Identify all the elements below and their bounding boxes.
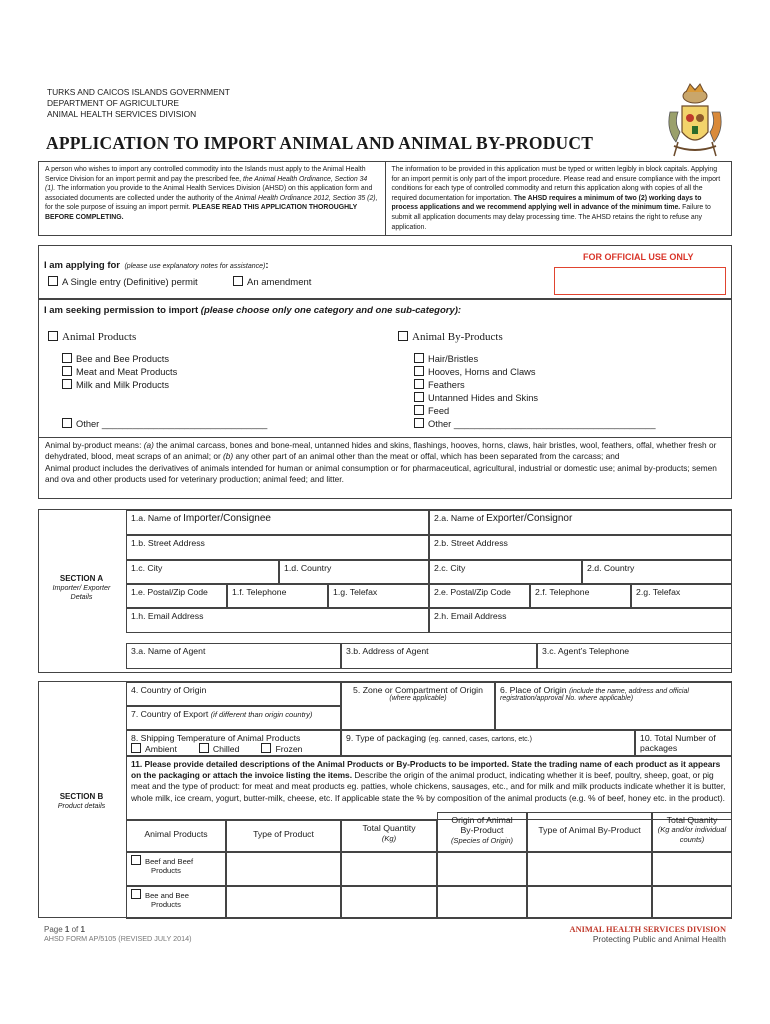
- total-quanity-cell[interactable]: [652, 886, 732, 919]
- checkbox-hides[interactable]: [414, 392, 424, 402]
- exporter-country-field[interactable]: 2.d. Country: [582, 560, 732, 584]
- section-a-subtitle-2: Details: [70, 592, 93, 601]
- checkbox-meat-products[interactable]: [62, 366, 72, 376]
- row-label: Products: [151, 866, 181, 875]
- intro-right-text-1: The information to be provided in this application must be typed or written legibly in block capitals. Applying for an import permit is only part of the import procedure. Please read and ensure compliance with the import conditions for each type of controlled commodity and return this application along with copies of all the required documentation for importation.: [391, 166, 721, 202]
- footer-left: [44, 925, 192, 943]
- definition-by-product: [45, 440, 725, 463]
- option-label: Chilled: [212, 744, 240, 754]
- field-label: 7. Country of Export: [131, 709, 209, 719]
- option-frozen[interactable]: [261, 743, 302, 754]
- seek-permission-heading: [44, 305, 461, 316]
- product-description-instructions: [126, 756, 732, 820]
- country-export-field[interactable]: [126, 706, 341, 730]
- products-subcategory-list: [62, 353, 177, 392]
- field-label: 1.a. Name of: [131, 513, 184, 523]
- section-b-title: SECTION B: [59, 792, 104, 801]
- header-note: (Species of Origin): [450, 836, 514, 845]
- field-label: Importer/Consignee: [183, 513, 271, 524]
- seek-permission-note: (please choose only one category and one sub-category):: [200, 305, 462, 316]
- checkbox-bee-products[interactable]: [62, 353, 72, 363]
- list-item[interactable]: [414, 392, 655, 405]
- subcategory-label: Feed: [428, 406, 450, 416]
- row-label: Beef and Beef: [145, 857, 194, 866]
- intro-left-bold: PLEASE READ THIS APPLICATION THOROUGHLY BEFORE COMPLETING.: [45, 204, 358, 221]
- products-other[interactable]: [62, 418, 267, 431]
- subcategory-label: Feathers: [428, 380, 465, 390]
- gov-line-3: ANIMAL HEALTH SERVICES DIVISION: [47, 109, 197, 119]
- subcategory-label: Other _______________________________________: [428, 419, 656, 429]
- section-b-label: [39, 792, 124, 810]
- definition-text: Animal by-product means:: [45, 440, 144, 450]
- intro-right-text-2: Failure to submit all application documents may delay processing time. The AHSD retains the right to refuse any application.: [391, 204, 711, 231]
- importer-city-field[interactable]: 1.c. City: [126, 560, 279, 584]
- importer-country-field[interactable]: 1.d. Country: [279, 560, 429, 584]
- category-animal-products[interactable]: [48, 331, 136, 343]
- applying-for-heading: [44, 255, 269, 273]
- temperature-options: [131, 743, 336, 754]
- option-amendment-label: An amendment: [247, 277, 312, 288]
- intro-left-text-3: for the sole purpose of issuing an import permit.: [45, 204, 191, 212]
- field-label: 6. Place of Origin: [500, 685, 567, 695]
- division-name: ANIMAL HEALTH SERVICES DIVISION: [569, 925, 726, 934]
- column-header-type-by-product: Type of Animal By-Product: [527, 812, 652, 852]
- definition-product: Animal product includes the derivatives of animals intended for human or animal consumption or for pharmaceutical, agricultural, industrial or domestic use; animal by-products; semen and ova and other products used for veterinary production; animal feed; and litter.: [45, 462, 717, 485]
- page-current: 1: [64, 925, 70, 934]
- checkbox-ambient[interactable]: [131, 743, 141, 753]
- exporter-name-field[interactable]: [429, 510, 732, 535]
- type-product-cell[interactable]: [226, 852, 341, 886]
- instructions-text: Describe the origin of the animal product, indicating whether it is beef, poultry, sheep, goat, or pig meat and the type of product: for meat and meat products eg. patties, whole chickens, sausages, etc., and for milk and milk products indicate whether it is butter, whole milk, ice cream, yogurt, butter-milk, cheese, etc. If applicable state the % by composition of the animal products (e.g. % of beef, honey etc. in the product).: [131, 770, 726, 803]
- checkbox-single-entry[interactable]: [48, 276, 58, 286]
- exporter-telephone-field[interactable]: 2.f. Telephone: [530, 584, 631, 608]
- option-ambient[interactable]: [131, 743, 177, 754]
- header-text: Total Quanity: [666, 815, 718, 825]
- importer-street-field[interactable]: 1.b. Street Address: [126, 535, 429, 560]
- gov-line-1: TURKS AND CAICOS ISLANDS GOVERNMENT: [47, 87, 230, 97]
- page-number: [44, 925, 192, 934]
- header-text: Total Quantity: [362, 823, 416, 833]
- total-quantity-cell[interactable]: [341, 886, 437, 919]
- packaging-type-field[interactable]: [341, 730, 635, 756]
- checkbox-feathers[interactable]: [414, 379, 424, 389]
- column-header-total-quanity: [652, 812, 732, 852]
- importer-postal-field[interactable]: 1.e. Postal/Zip Code: [126, 584, 227, 608]
- checkbox-hair[interactable]: [414, 353, 424, 363]
- column-header-type-product: Type of Product: [226, 820, 341, 852]
- exporter-postal-field[interactable]: 2.e. Postal/Zip Code: [429, 584, 530, 608]
- intro-left-text-2: The information you provide to the Animal Health Services Division (AHSD) on this application form and associated documents are collected under the authority of the: [45, 185, 373, 202]
- importer-telefax-field[interactable]: 1.g. Telefax: [328, 584, 429, 608]
- list-item[interactable]: [62, 366, 177, 379]
- footer-right: [570, 925, 726, 944]
- section-a-subtitle-1: Importer/ Exporter: [52, 583, 111, 592]
- byproducts-subcategory-list: [414, 353, 655, 431]
- checkbox-bee[interactable]: [131, 889, 141, 899]
- intro-left-ital-1: the Animal Health Ordinance, Section 34 (1).: [45, 175, 368, 193]
- importer-telephone-field[interactable]: 1.f. Telephone: [227, 584, 328, 608]
- category-animal-by-products[interactable]: [398, 331, 503, 343]
- field-note: registration/approval No. where applicable): [500, 695, 634, 702]
- option-label: Ambient: [145, 744, 177, 754]
- other-products-label: Other ________________________________: [76, 419, 268, 429]
- importer-name-field[interactable]: [126, 510, 429, 535]
- definition-marker: (b): [223, 451, 234, 462]
- exporter-telefax-field[interactable]: 2.g. Telefax: [631, 584, 732, 608]
- page-text: Page: [44, 925, 65, 934]
- definition-marker: (a): [143, 440, 154, 450]
- subcategory-label: Bee and Bee Products: [76, 354, 170, 364]
- official-use-label: FOR OFFICIAL USE ONLY: [583, 252, 694, 262]
- section-a-title: SECTION A: [59, 574, 104, 583]
- subcategory-label: Hooves, Horns and Claws: [428, 367, 536, 377]
- field-label: 9. Type of packaging: [346, 733, 427, 743]
- column-header-animal-products: Animal Products: [126, 820, 226, 852]
- intro-left-text-1: A person who wishes to import any controlled commodity into the Islands must apply to the Animal Health Service Division for an import permit and pay the prescribed fee,: [45, 166, 366, 183]
- checkbox-amendment[interactable]: [233, 276, 243, 286]
- checkbox-feed[interactable]: [414, 405, 424, 415]
- form-title: APPLICATION TO IMPORT ANIMAL AND ANIMAL BY-PRODUCT: [46, 133, 594, 153]
- checkbox-milk-products[interactable]: [62, 379, 72, 389]
- field-note: (where applicable): [389, 695, 447, 702]
- list-item[interactable]: [414, 366, 655, 379]
- list-item[interactable]: [414, 405, 655, 418]
- checkbox-hooves[interactable]: [414, 366, 424, 376]
- intro-left-ital-2: Animal Health Ordinance 2012, Section 35 (2),: [235, 194, 378, 202]
- origin-cell[interactable]: [437, 852, 527, 886]
- subcategory-label: Milk and Milk Products: [76, 380, 169, 390]
- exporter-street-field[interactable]: 2.b. Street Address: [429, 535, 732, 560]
- page-text: of: [69, 925, 81, 934]
- field-note: (include the name, address and official: [569, 688, 689, 695]
- form-code: AHSD FORM AP/5105 (REVISED JULY 2014): [44, 934, 192, 943]
- list-item[interactable]: [414, 353, 655, 366]
- applying-for-colon: :: [265, 260, 269, 271]
- checkbox-animal-products[interactable]: [48, 331, 58, 341]
- column-header-total-quantity: [341, 820, 437, 852]
- header-note: (Kg and/or individual: [657, 825, 727, 834]
- agent-name-field[interactable]: 3.a. Name of Agent: [126, 643, 341, 669]
- list-item[interactable]: [414, 379, 655, 392]
- category-animal-products-label: Animal Products: [62, 331, 137, 343]
- table-row[interactable]: [126, 852, 226, 886]
- header-note: (Kg): [381, 834, 397, 843]
- row-label: Bee and Bee: [145, 891, 189, 900]
- zone-origin-field[interactable]: [341, 682, 495, 730]
- government-header: [47, 87, 230, 120]
- intro-box: [38, 161, 732, 236]
- definition-text: the animal carcass, bones and bone-meal, untanned hides and skins, flashings, hooves, horns, claws, hair bristles, wool, feathers, offal, whether fresh or dehydrated, blood, meat scraps of an animal; or: [45, 440, 717, 462]
- instructions-bold: 11. Please provide detailed descriptions of the Animal Products or By-Products to be imported. State the trading name of each product as it appears on the packaging or attach the invoice listing the items.: [131, 759, 721, 781]
- shipping-temperature-field: [126, 730, 341, 756]
- division-slogan: Protecting Public and Animal Health: [592, 934, 726, 944]
- definition-text: any other part of an animal other than the meat or offal, which has been separated from the carcass; and: [233, 451, 620, 462]
- country-origin-field[interactable]: 4. Country of Origin: [126, 682, 341, 706]
- option-single-entry-label: A Single entry (Definitive) permit: [62, 277, 198, 288]
- seek-permission-label: I am seeking permission to import: [44, 305, 199, 316]
- field-label: Exporter/Consignor: [486, 513, 573, 524]
- checkbox-beef[interactable]: [131, 855, 141, 865]
- origin-cell[interactable]: [437, 886, 527, 919]
- agent-address-field[interactable]: 3.b. Address of Agent: [341, 643, 537, 669]
- subcategory-label: Meat and Meat Products: [76, 367, 178, 377]
- type-by-product-cell[interactable]: [527, 886, 652, 919]
- field-note: (if different than origin country): [210, 710, 313, 719]
- section-b: [38, 681, 732, 918]
- option-chilled[interactable]: [199, 743, 240, 754]
- intro-left: [39, 162, 385, 235]
- list-item[interactable]: [62, 379, 177, 392]
- checkbox-other-byproducts[interactable]: [414, 418, 424, 428]
- field-label: 8. Shipping Temperature of Animal Products: [131, 733, 301, 743]
- agent-telephone-field[interactable]: 3.c. Agent’s Telephone: [537, 643, 732, 669]
- type-product-cell[interactable]: [226, 886, 341, 919]
- header-text: Origin of Animal: [451, 815, 513, 825]
- applying-for-note: (please use explanatory notes for assistance): [124, 263, 266, 270]
- type-by-product-cell[interactable]: [527, 852, 652, 886]
- section-a: [38, 509, 732, 673]
- gov-line-2: DEPARTMENT OF AGRICULTURE: [47, 98, 179, 108]
- checkbox-frozen[interactable]: [261, 743, 271, 753]
- page-total: 1: [80, 925, 85, 934]
- header-note: counts): [679, 835, 705, 844]
- column-header-origin: [437, 812, 527, 852]
- importer-email-field[interactable]: 1.h. Email Address: [126, 608, 429, 633]
- place-origin-field[interactable]: [495, 682, 732, 730]
- total-quanity-cell[interactable]: [652, 852, 732, 886]
- coat-of-arms-icon: [664, 82, 726, 162]
- section-a-label: [39, 574, 124, 601]
- list-item[interactable]: [62, 353, 177, 366]
- header-text: By-Product: [460, 825, 504, 835]
- list-item[interactable]: [414, 418, 655, 431]
- subcategory-label: Untanned Hides and Skins: [428, 393, 539, 403]
- definitions: [38, 437, 732, 488]
- table-row[interactable]: [126, 886, 226, 919]
- option-single-entry[interactable]: [48, 276, 198, 288]
- section-b-subtitle: Product details: [57, 801, 106, 810]
- field-label: 5. Zone or Compartment of Origin: [353, 685, 483, 695]
- official-use-field[interactable]: [554, 267, 726, 295]
- field-note: (eg. canned, cases, cartons, etc.): [428, 736, 532, 743]
- row-label: Products: [151, 900, 181, 909]
- option-amendment[interactable]: [233, 276, 311, 288]
- checkbox-chilled[interactable]: [199, 743, 209, 753]
- total-packages-field[interactable]: 10. Total Number of packages: [635, 730, 732, 756]
- checkbox-other-products[interactable]: [62, 418, 72, 428]
- field-label: 2.a. Name of: [434, 513, 487, 523]
- subcategory-label: Hair/Bristles: [428, 354, 479, 364]
- exporter-email-field[interactable]: 2.h. Email Address: [429, 608, 732, 633]
- intro-right-bold: The AHSD requires a minimum of two (2) working days to process applications and we recommend applying well in advance of the minimum time.: [391, 194, 702, 212]
- total-quantity-cell[interactable]: [341, 852, 437, 886]
- exporter-city-field[interactable]: 2.c. City: [429, 560, 582, 584]
- intro-right: [385, 162, 732, 235]
- checkbox-animal-by-products[interactable]: [398, 331, 408, 341]
- category-animal-by-products-label: Animal By-Products: [412, 331, 503, 343]
- applying-for-label: I am applying for: [44, 260, 121, 271]
- option-label: Frozen: [275, 744, 303, 754]
